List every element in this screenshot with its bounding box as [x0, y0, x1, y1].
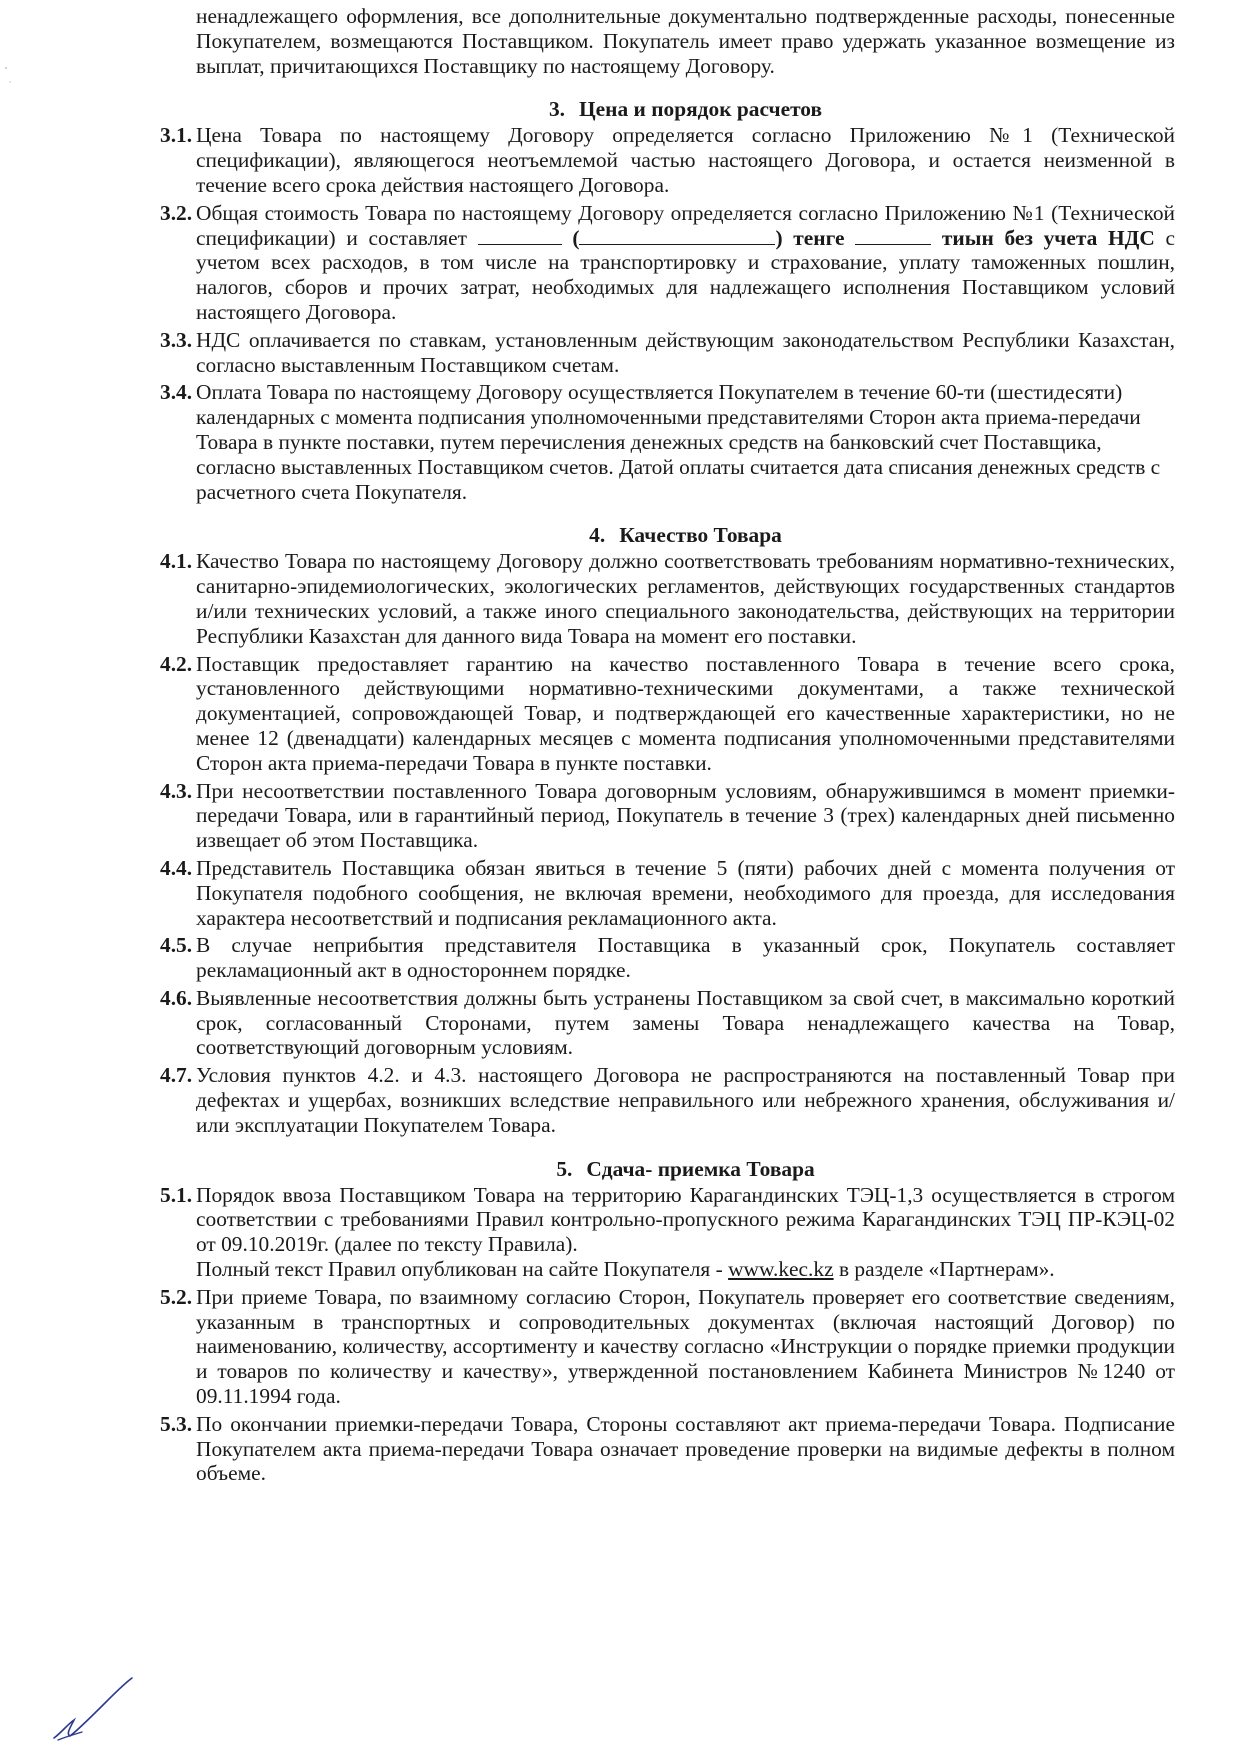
clause-3-4 [160, 380, 1175, 504]
clause-3-2 [160, 201, 1175, 325]
section-number: 3. [548, 97, 566, 122]
clause-text: Условия пунктов 4.2. и 4.3. настоящего Договора не распространяются на поставленный Товар при дефектах и ущербах, возникших вследствие неправильного или небрежного хранения, обслуживания и/или эксплуатации Покупателем Товара. [196, 1063, 1175, 1137]
clause-4-2 [160, 652, 1175, 776]
clause-number: 4.1. [160, 549, 193, 574]
clause-text-part2: с учетом всех расходов, в том числе на транспортировку и страхование, уплату таможенных пошлин, налогов, сборов и прочих затрат, необходимых для надлежащего исполнения Поставщиком условий настоящего Договора. [196, 225, 1175, 324]
clause-text: Качество Товара по настоящему Договору должно соответствовать требованиям нормативно-технических, санитарно-эпидемиологических, экологических регламентов, действующих государственных стандартов и/или технических условий, а также иного специального законодательства, действующих на территории Республики Казахстан для данного вида Товара на момент его поставки. [196, 549, 1175, 648]
tiyn-label: тиын без учета НДС [941, 225, 1155, 250]
document-body [160, 4, 1175, 1489]
clause-number: 5.3. [160, 1411, 193, 1436]
clause-number: 3.3. [160, 327, 193, 352]
scan-artifact [0, 60, 30, 100]
section-4 [160, 523, 1175, 1137]
clause-5-3 [160, 1412, 1175, 1486]
open-paren: ( [572, 225, 580, 250]
clause-text: Выявленные несоответствия должны быть устранены Поставщиком за свой счет, в максимально короткий срок, согласованный Сторонами, путем замены Товара ненадлежащего качества на Товар, соответствующий договорным условиям. [196, 985, 1175, 1060]
clause-number: 4.7. [160, 1063, 193, 1088]
handwritten-signature-icon [48, 1672, 138, 1744]
clause-text [196, 201, 1175, 325]
clause-text: Поставщик предоставляет гарантию на качество поставленного Товара в течение всего срока, установленного действующими нормативно-техническими документами, а также технической документацией, сопровождающей Товар, и подтверждающей его качественные характеристики, но не менее 12 (двенадцати) календарных месяцев с момента подписания уполномоченными представителями Сторон акта приема-передачи Товара в пункте поставки. [196, 651, 1175, 775]
clause-4-6 [160, 986, 1175, 1060]
clause-5-1 [160, 1183, 1175, 1282]
clause-4-7 [160, 1063, 1175, 1137]
section-3 [160, 97, 1175, 504]
section-number: 4. [589, 523, 606, 548]
clause-4-4 [160, 856, 1175, 930]
clause-text: Порядок ввоза Поставщиком Товара на территорию Карагандинских ТЭЦ-1,3 осуществляется в строгом соответствии с требованиями Правил контрольно-пропускного режима Карагандинских ТЭЦ ПР-КЭЦ-02 от 09.10.2019г. (далее по тексту Правила). [196, 1182, 1175, 1257]
section-title: Качество Товара [619, 523, 782, 548]
section-heading [160, 97, 1175, 122]
clause-number: 3.4. [160, 380, 193, 405]
clause-number: 4.3. [160, 778, 193, 803]
clause-text: При приеме Товара, по взаимному согласию Сторон, Покупатель проверяет его соответствие сведениям, указанным в транспортных и сопроводительных документах (включая настоящий Договор) по наименованию, количеству, ассортименту и качеству согласно «Инструкции о порядке приемки продукции и товаров по количеству и качеству», утвержденной постановлением Кабинета Министров №1240 от 09.11.1994 года. [196, 1284, 1175, 1409]
clause-4-5 [160, 933, 1175, 983]
section-number: 5. [556, 1156, 573, 1181]
clause-number: 4.4. [160, 855, 193, 880]
amount-blank [478, 226, 562, 245]
section-5 [160, 1157, 1175, 1487]
clause-text: При несоответствии поставленного Товара договорным условиям, обнаружившимся в момент приемки-передачи Товара, или в гарантийный период, Покупатель в течение 3 (трех) календарных дней письменно извещает об этом Поставщика. [196, 778, 1175, 853]
clause-3-3 [160, 328, 1175, 378]
clause-text: Цена Товара по настоящему Договору определяется согласно Приложению №1 (Технической спецификации), являющегося неотъемлемой частью настоящего Договора, и остается неизменной в течение всего срока действия настоящего Договора. [196, 123, 1175, 197]
clause-text: Оплата Товара по настоящему Договору осуществляется Покупателем в течение 60-ти (шестидесяти) календарных с момента подписания уполномоченными представителями Сторон акта приема-передачи Товара в пункте поставки, путем перечисления денежных средств на банковский счет Поставщика, согласно выставленных Поставщиком счетов. Датой оплаты считается дата списания денежных средств с расчетного счета Покупателя. [196, 380, 1161, 504]
clause-number: 4.2. [160, 651, 193, 676]
clause-3-1 [160, 123, 1175, 197]
clause-text: По окончании приемки-передачи Товара, Стороны составляют акт приема-передачи Товара. Подписание Покупателем акта приема-передачи Товара означает проведение проверки на видимые дефекты в полном объеме. [196, 1411, 1175, 1486]
clause-number: 5.2. [160, 1284, 193, 1309]
clause-4-1 [160, 549, 1175, 648]
clause-number: 5.1. [160, 1182, 193, 1207]
clause-number: 3.2. [160, 200, 193, 225]
section-title: Сдача- приемка Товара [586, 1156, 815, 1181]
rules-reference-text: Полный текст Правил опубликован на сайте Покупателя - [196, 1257, 723, 1282]
clause-number: 3.1. [160, 123, 193, 148]
kec-website-link[interactable]: www.kec.kz [728, 1257, 834, 1282]
tenge-label: ) тенге [775, 225, 845, 250]
amount-words-blank [579, 226, 775, 245]
clause-4-3 [160, 779, 1175, 853]
clause-text: Представитель Поставщика обязан явиться в течение 5 (пяти) рабочих дней с момента получения от Покупателя подобного сообщения, не включая времени, необходимого для проезда, для исследования характера несоответствий и подписания рекламационного акта. [196, 855, 1175, 930]
tiyn-blank [855, 226, 931, 245]
clause-text: НДС оплачивается по ставкам, установленным действующим законодательством Республики Казахстан, согласно выставленным Поставщиком счетам. [196, 327, 1175, 377]
intro-paragraph: ненадлежащего оформления, все дополнительные документально подтвержденные расходы, понесенные Покупателем, возмещаются Поставщиком. Покупатель имеет право удержать указанное возмещение из выплат, причитающихся Поставщику по настоящему Договору. [196, 4, 1175, 78]
rules-reference-tail: в разделе «Партнерам». [838, 1257, 1055, 1282]
section-title: Цена и порядок расчетов [579, 97, 823, 122]
clause-text: В случае неприбытия представителя Поставщика в указанный срок, Покупатель составляет рекламационный акт в одностороннем порядке. [196, 933, 1175, 983]
clause-5-2 [160, 1285, 1175, 1409]
rules-reference [196, 1257, 1175, 1282]
section-heading [160, 523, 1175, 548]
section-heading [160, 1157, 1175, 1182]
clause-number: 4.6. [160, 985, 193, 1010]
clause-text-part1: Общая стоимость Товара по настоящему Договору определяется согласно Приложению №1 (Технической спецификации) и составляет [196, 200, 1175, 250]
clause-number: 4.5. [160, 933, 193, 958]
